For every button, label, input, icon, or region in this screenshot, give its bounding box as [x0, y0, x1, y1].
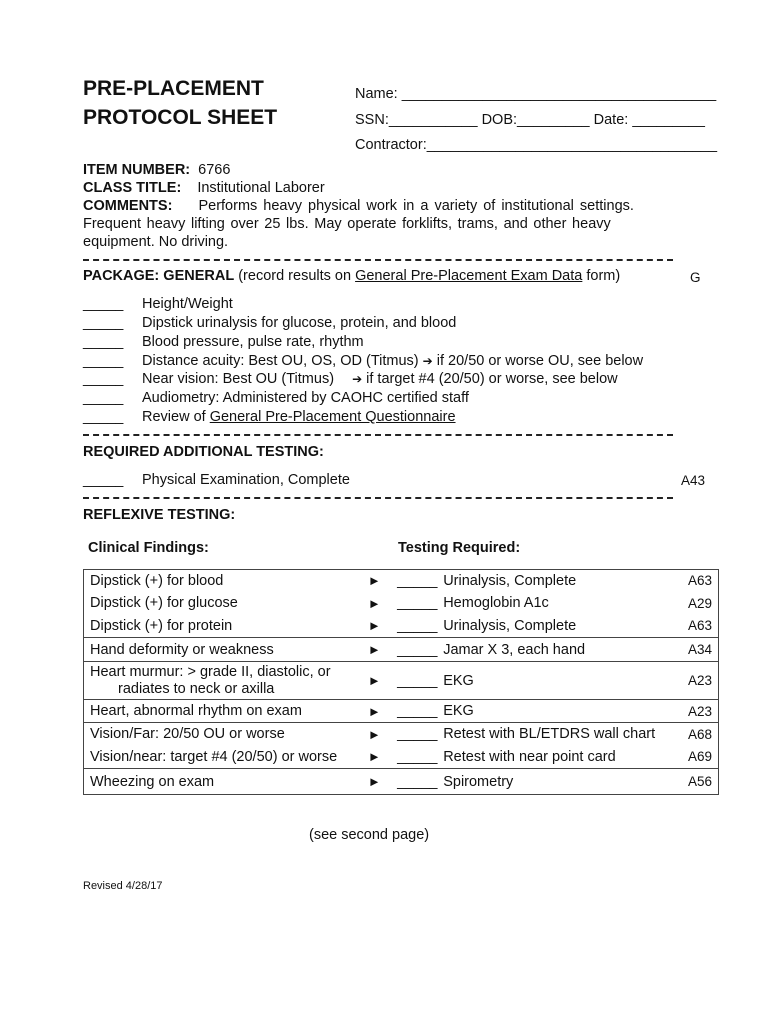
finding: Wheezing on exam — [84, 769, 358, 795]
table-row — [84, 638, 719, 662]
package-note-pre: (record results on — [238, 268, 356, 284]
col-clinical-findings: Clinical Findings: — [88, 540, 209, 556]
comments-line-1: Performs heavy physical work in a variety of institutional settings. — [198, 198, 634, 214]
divider — [83, 497, 673, 499]
arrow-icon: ► — [358, 700, 392, 723]
checkbox-blank[interactable]: _____ — [397, 748, 438, 765]
checkbox-blank[interactable]: _____ — [83, 409, 124, 425]
see-second-page: (see second page) — [309, 827, 430, 843]
test: Retest with BL/ETDRS wall chart — [443, 726, 656, 743]
contractor-field[interactable]: Contractor:____________________________________ — [355, 137, 718, 153]
arrow-icon: ► — [358, 570, 392, 592]
class-title-label: CLASS TITLE: — [83, 180, 182, 196]
near-vision-text: Near vision: Best OU (Titmus) — [142, 371, 335, 387]
finding-line-2: radiates to neck or axilla — [118, 680, 275, 697]
required-code: A43 — [681, 473, 706, 488]
checkbox-blank[interactable]: _____ — [83, 371, 124, 387]
divider — [83, 434, 673, 436]
test-cell — [391, 638, 666, 662]
list-item — [83, 370, 618, 389]
test: Urinalysis, Complete — [443, 617, 577, 634]
finding: Dipstick (+) for glucose — [84, 592, 358, 615]
checkbox-blank[interactable]: _____ — [397, 572, 438, 589]
title-line-2: PROTOCOL SHEET — [83, 106, 278, 129]
table-row — [84, 570, 719, 592]
arrow-icon: ► — [358, 662, 392, 700]
code: A68 — [667, 723, 719, 746]
code: A56 — [667, 769, 719, 795]
distance-acuity-note: if 20/50 or worse OU, see below — [436, 353, 644, 369]
arrow-icon: ► — [358, 615, 392, 638]
table-row — [84, 746, 719, 769]
arrow-icon: ► — [358, 746, 392, 769]
test-cell — [391, 769, 666, 795]
comments-label: COMMENTS: — [83, 198, 173, 214]
table-row — [84, 592, 719, 615]
test-cell — [391, 662, 666, 700]
finding: Vision/near: target #4 (20/50) or worse — [84, 746, 358, 769]
checkbox-blank[interactable]: _____ — [397, 641, 438, 658]
test-cell — [391, 723, 666, 746]
test: EKG — [443, 703, 474, 719]
item-number-label: ITEM NUMBER: — [83, 162, 191, 178]
table-row — [84, 662, 719, 700]
item-dipstick: Dipstick urinalysis for glucose, protein, and blood — [142, 315, 457, 331]
name-field[interactable]: Name: _______________________________________ — [355, 86, 717, 102]
arrow-icon: ► — [358, 769, 392, 795]
comments-line-2: Frequent heavy lifting over 25 lbs. May operate forklifts, trams, and other heavy — [83, 216, 611, 232]
code: A23 — [667, 700, 719, 723]
list-item — [83, 352, 644, 371]
test: Hemoglobin A1c — [443, 595, 549, 611]
near-vision-note: if target #4 (20/50) or worse, see below — [366, 371, 618, 387]
test-cell — [391, 570, 666, 592]
comments-line-3: equipment. No driving. — [83, 234, 229, 250]
checkbox-blank[interactable]: _____ — [83, 334, 124, 350]
table-row — [84, 700, 719, 723]
checkbox-blank[interactable]: _____ — [83, 353, 124, 369]
test-cell — [391, 592, 666, 615]
list-item — [83, 333, 364, 352]
arrow-icon: ► — [367, 595, 381, 611]
test: Retest with near point card — [443, 748, 616, 765]
package-code: G — [690, 270, 701, 285]
test: Spirometry — [443, 773, 514, 790]
code: A63 — [667, 570, 719, 592]
item-review — [142, 408, 456, 427]
class-title — [83, 180, 325, 196]
checkbox-blank[interactable]: _____ — [83, 315, 124, 331]
required-item — [83, 471, 350, 490]
finding: Vision/Far: 20/50 OU or worse — [84, 723, 358, 746]
package-label: PACKAGE: GENERAL — [83, 268, 235, 284]
test-cell — [391, 746, 666, 769]
item-number-value: 6766 — [198, 162, 231, 178]
reflexive-table — [83, 569, 719, 795]
item-height-weight: Height/Weight — [142, 296, 233, 312]
distance-acuity-text: Distance acuity: Best OU, OS, OD (Titmus) — [142, 353, 419, 369]
checkbox-blank[interactable]: _____ — [83, 296, 124, 312]
list-item — [83, 408, 456, 427]
test-cell — [391, 700, 666, 723]
physical-exam: Physical Examination, Complete — [142, 472, 350, 488]
package-note-post: form) — [582, 268, 621, 284]
table-row — [84, 723, 719, 746]
code: A63 — [667, 615, 719, 638]
package-line — [83, 268, 620, 284]
item-blood-pressure: Blood pressure, pulse rate, rhythm — [142, 334, 364, 350]
test: Urinalysis, Complete — [443, 572, 577, 589]
revised-date: Revised 4/28/17 — [83, 880, 163, 892]
item-distance-acuity — [142, 352, 643, 371]
checkbox-blank[interactable]: _____ — [397, 672, 438, 689]
divider — [83, 259, 673, 261]
item-audiometry: Audiometry: Administered by CAOHC certified staff — [142, 390, 469, 406]
test: Jamar X 3, each hand — [443, 641, 586, 658]
test: EKG — [443, 672, 474, 689]
checkbox-blank[interactable]: _____ — [397, 726, 438, 743]
checkbox-blank[interactable]: _____ — [83, 472, 124, 488]
arrow-icon: ► — [358, 638, 392, 662]
exam-data-form-link[interactable]: General Pre-Placement Exam Data — [355, 268, 583, 284]
test-cell — [391, 615, 666, 638]
code: A69 — [667, 746, 719, 769]
checkbox-blank[interactable]: _____ — [397, 703, 438, 719]
reflexive-heading: REFLEXIVE TESTING: — [83, 507, 236, 523]
questionnaire-link[interactable]: General Pre-Placement Questionnaire — [209, 409, 456, 425]
finding: Heart, abnormal rhythm on exam — [84, 700, 358, 723]
code: A29 — [667, 592, 719, 615]
checkbox-blank[interactable]: _____ — [83, 390, 124, 406]
finding-line-1: Heart murmur: > grade II, diastolic, or — [90, 663, 331, 680]
list-item — [83, 295, 233, 314]
comments — [83, 198, 634, 214]
code: A34 — [667, 638, 719, 662]
finding — [84, 662, 358, 700]
table-row — [84, 615, 719, 638]
table-row — [84, 769, 719, 795]
finding: Dipstick (+) for protein — [84, 615, 358, 638]
finding: Dipstick (+) for blood — [84, 570, 358, 592]
right-arrow-icon: ➔ — [422, 354, 433, 368]
checkbox-blank[interactable]: _____ — [397, 773, 438, 790]
ssn-dob-date-fields[interactable]: SSN:___________ DOB:_________ Date: _________ — [355, 112, 705, 128]
list-item — [83, 389, 469, 408]
arrow-icon: ► — [367, 726, 381, 742]
col-testing-required: Testing Required: — [398, 540, 521, 556]
checkbox-blank[interactable]: _____ — [397, 595, 438, 611]
list-item — [83, 314, 457, 333]
finding: Hand deformity or weakness — [84, 638, 358, 662]
right-arrow-icon: ➔ — [352, 372, 363, 386]
checkbox-blank[interactable]: _____ — [397, 617, 438, 634]
item-near-vision — [142, 370, 618, 389]
class-title-value: Institutional Laborer — [197, 180, 325, 196]
review-pre: Review of — [142, 409, 210, 425]
title-line-1: PRE-PLACEMENT — [83, 77, 264, 100]
item-number — [83, 162, 230, 178]
code: A23 — [667, 662, 719, 700]
required-heading: REQUIRED ADDITIONAL TESTING: — [83, 444, 324, 460]
